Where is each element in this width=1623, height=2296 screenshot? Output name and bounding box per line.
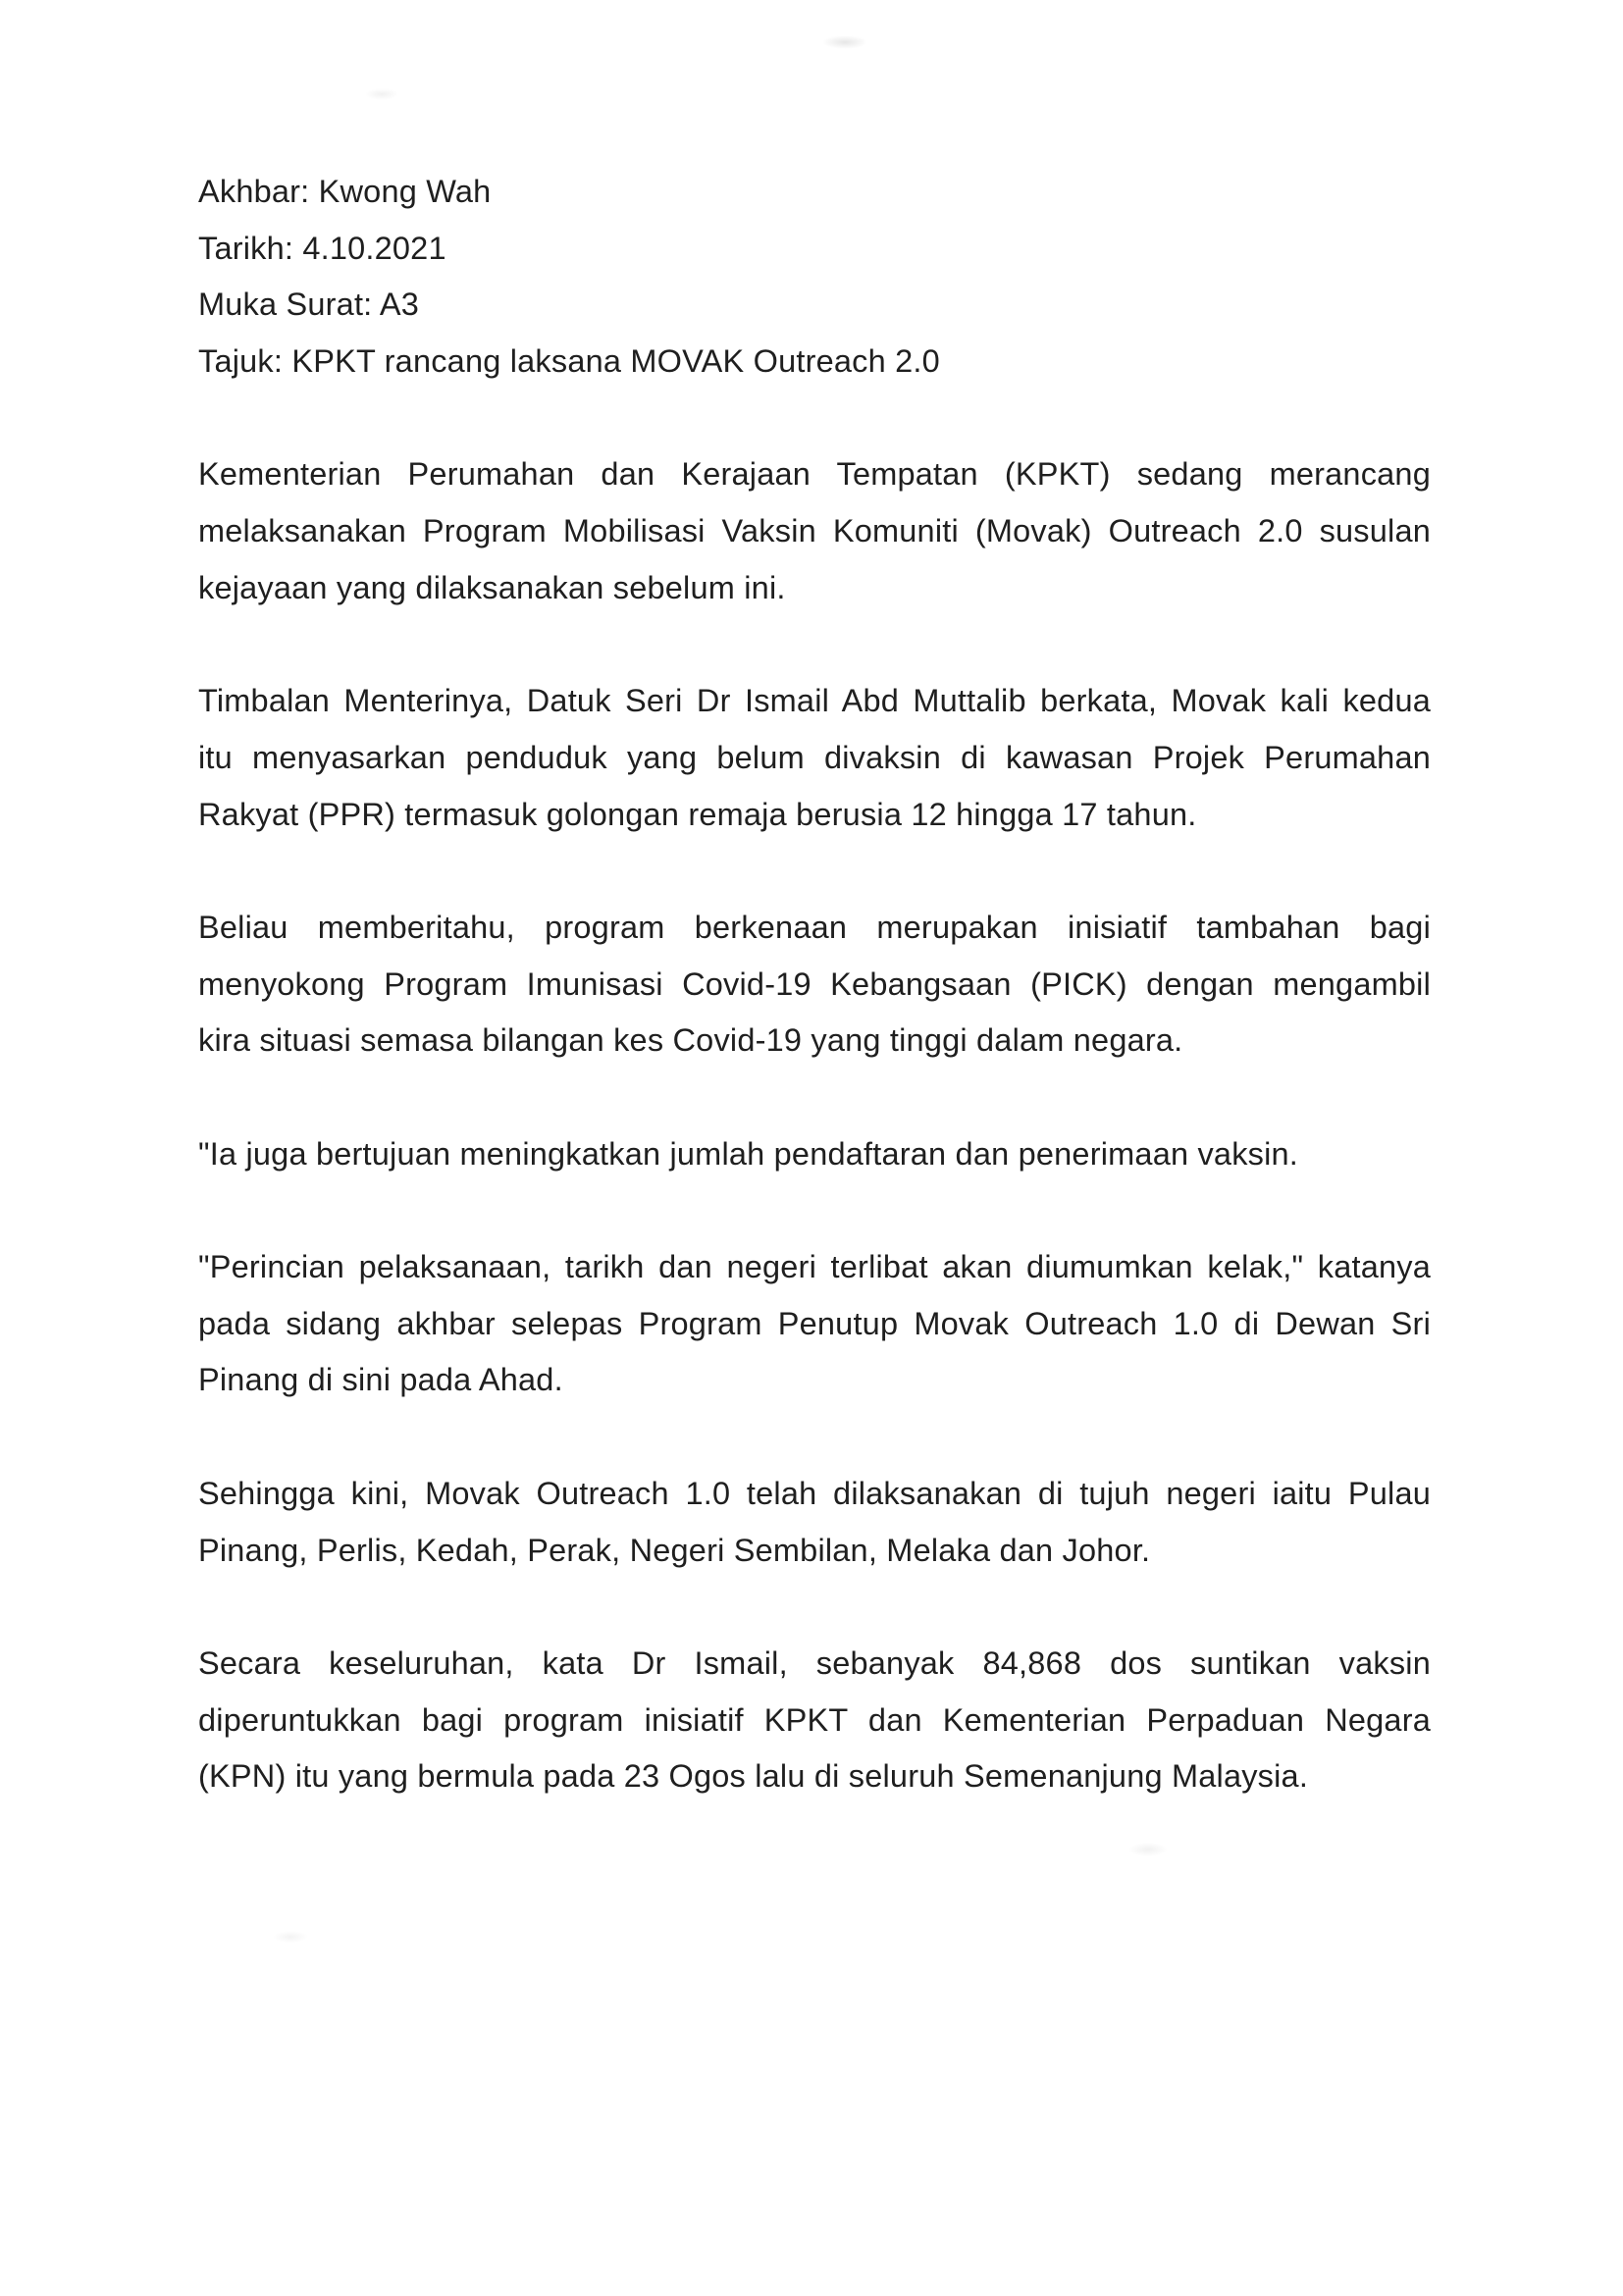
paragraph-7 [198, 1636, 1431, 1805]
text-line: Secara keseluruhan, kata Dr Ismail, sebanyak 84,868 dos suntikan vaksin [198, 1644, 1431, 1681]
meta-line-akhbar: Akhbar: Kwong Wah [198, 174, 492, 209]
document-header [198, 164, 1431, 391]
paragraph-4 [198, 1126, 1431, 1183]
text-line: melaksanakan Program Mobilisasi Vaksin Komuniti (Movak) Outreach 2.0 susulan [198, 513, 1431, 549]
text-line: Pinang di sini pada Ahad. [198, 1362, 563, 1398]
text-line: kejayaan yang dilaksanakan sebelum ini. [198, 569, 786, 605]
text-line: Rakyat (PPR) termasuk golongan remaja berusia 12 hingga 17 tahun. [198, 796, 1197, 832]
scan-artifact [1128, 1843, 1168, 1856]
paragraph-5 [198, 1239, 1431, 1409]
text-line: menyokong Program Imunisasi Covid-19 Kebangsaan (PICK) dengan mengambil [198, 965, 1431, 1002]
text-line: diperuntukkan bagi program inisiatif KPKT dan Kementerian Perpaduan Negara [198, 1701, 1431, 1738]
paragraph-1 [198, 446, 1431, 616]
meta-line-tarikh: Tarikh: 4.10.2021 [198, 230, 446, 266]
meta-line-tajuk: Tajuk: KPKT rancang laksana MOVAK Outreach 2.0 [198, 343, 940, 380]
scan-artifact [822, 35, 867, 49]
text-line: "Perincian pelaksanaan, tarikh dan negeri terlibat akan diumumkan kelak," katanya [198, 1249, 1431, 1285]
text-line: Beliau memberitahu, program berkenaan merupakan inisiatif tambahan bagi [198, 909, 1431, 945]
text-line: itu menyasarkan penduduk yang belum divaksin di kawasan Projek Perumahan [198, 739, 1431, 775]
text-line: Kementerian Perumahan dan Kerajaan Tempatan (KPKT) sedang merancang [198, 456, 1431, 493]
scan-artifact [273, 1931, 308, 1943]
paragraph-3 [198, 900, 1431, 1070]
paragraph-6 [198, 1466, 1431, 1579]
paragraph-2 [198, 673, 1431, 843]
text-line: pada sidang akhbar selepas Program Penutup Movak Outreach 1.0 di Dewan Sri [198, 1305, 1431, 1341]
text-line: (KPN) itu yang bermula pada 23 Ogos lalu di seluruh Semenanjung Malaysia. [198, 1758, 1309, 1795]
text-line: Timbalan Menterinya, Datuk Seri Dr Ismail Abd Muttalib berkata, Movak kali kedua [198, 683, 1431, 719]
meta-line-muka-surat: Muka Surat: A3 [198, 287, 419, 323]
document-text-block [198, 164, 1431, 1805]
text-line: Pinang, Perlis, Kedah, Perak, Negeri Sembilan, Melaka dan Johor. [198, 1532, 1151, 1568]
text-line: "Ia juga bertujuan meningkatkan jumlah pendaftaran dan penerimaan vaksin. [198, 1135, 1299, 1172]
text-line: kira situasi semasa bilangan kes Covid-19 yang tinggi dalam negara. [198, 1022, 1183, 1059]
scan-artifact [365, 88, 398, 100]
text-line: Sehingga kini, Movak Outreach 1.0 telah dilaksanakan di tujuh negeri iaitu Pulau [198, 1475, 1431, 1511]
